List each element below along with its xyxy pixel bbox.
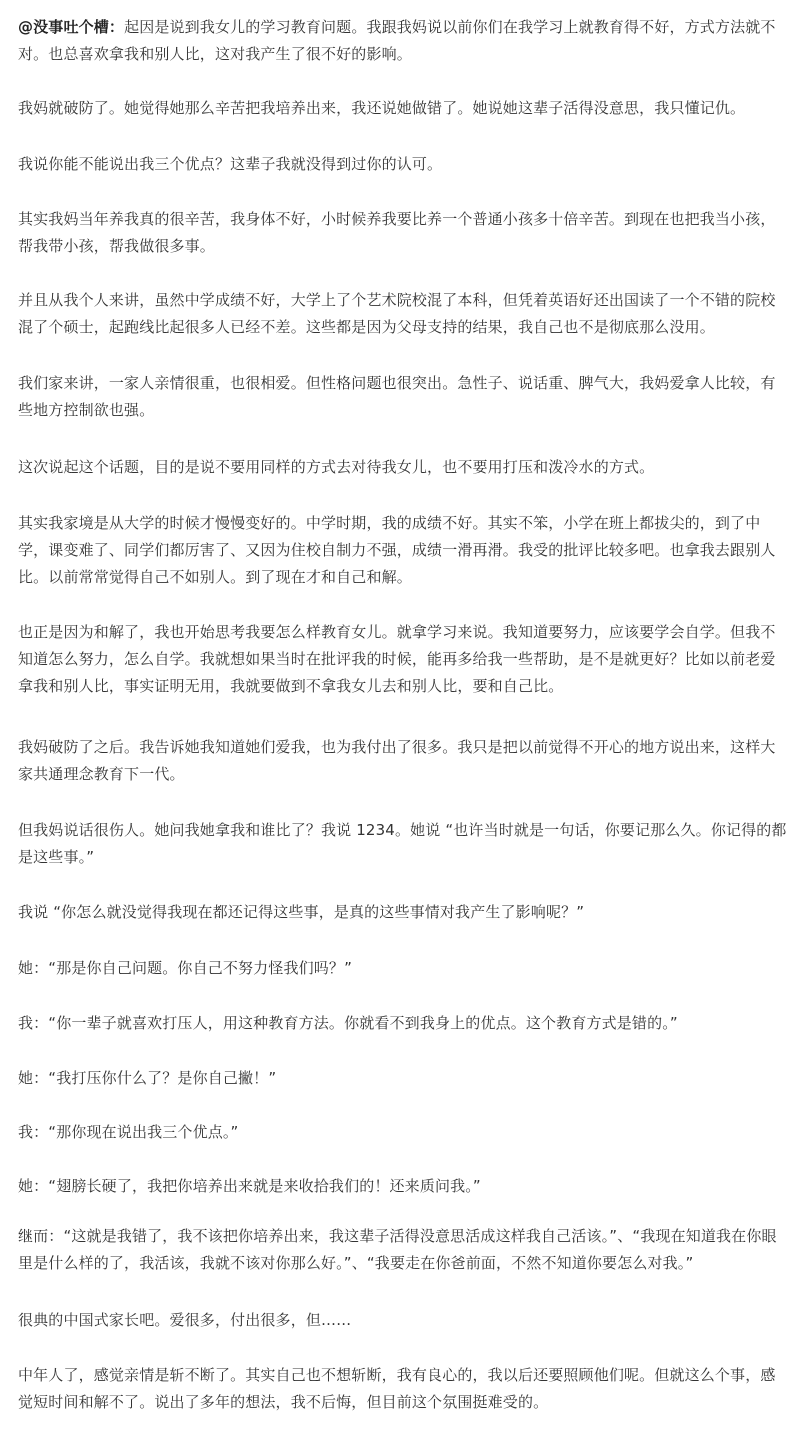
paragraph: 很典的中国式家长吧。爱很多，付出很多，但…… <box>18 1311 352 1329</box>
paragraph: 她：“那是你自己问题。你自己不努力怪我们吗？” <box>18 959 352 977</box>
paragraph: 其实我妈当年养我真的很辛苦，我身体不好，小时候养我要比养一个普通小孩多十倍辛苦。到现在也把我当小孩，帮我带小孩，帮我做很多事。 <box>18 210 776 255</box>
paragraph: 中年人了，感觉亲情是斩不断了。其实自己也不想斩断，我有良心的，我以后还要照顾他们呢。但就这么个事，感觉短时间和解不了。说出了多年的想法，我不后悔，但目前这个氛围挺难受的。 <box>18 1366 776 1411</box>
paragraph: 我们家来讲，一家人亲情很重，也很相爱。但性格问题也很突出。急性子、说话重、脾气大，我妈爱拿人比较，有些地方控制欲也强。 <box>18 374 776 419</box>
paragraph: 她：“我打压你什么了？是你自己撇！” <box>18 1069 277 1087</box>
paragraph: 我妈就破防了。她觉得她那么辛苦把我培养出来，我还说她做错了。她说她这辈子活得没意思，我只懂记仇。 <box>18 99 746 117</box>
paragraph: 其实我家境是从大学的时候才慢慢变好的。中学时期，我的成绩不好。其实不笨，小学在班上都拔尖的，到了中学，课变难了、同学们都厉害了、又因为住校自制力不强，成绩一滑再滑。我受的批评比较多吧。也拿我去跟别人比。以前常常觉得自己不如别人。到了现在才和自己和解。 <box>18 514 776 586</box>
paragraph: 我说你能不能说出我三个优点？这辈子我就没得到过你的认可。 <box>18 155 443 173</box>
paragraph: 并且从我个人来讲，虽然中学成绩不好，大学上了个艺术院校混了本科，但凭着英语好还出国读了一个不错的院校混了个硕士，起跑线比起很多人已经不差。这些都是因为父母支持的结果，我自己也不是彻底那么没用。 <box>18 291 776 336</box>
paragraph: 继而：“这就是我错了，我不该把你培养出来，我这辈子活得没意思活成这样我自己活该。”、“我现在知道我在你眼里是什么样的了，我活该，我就不该对你那么好。”、“我要走在你爸前面，不然不知道你要怎么对我。” <box>18 1227 777 1272</box>
paragraph: 她：“翅膀长硬了，我把你培养出来就是来收拾我们的！还来质问我。” <box>18 1177 481 1195</box>
paragraph: 我说 “你怎么就没觉得我现在都还记得这些事，是真的这些事情对我产生了影响呢？” <box>18 903 585 921</box>
paragraph: 但我妈说话很伤人。她问我她拿我和谁比了？我说 1234。她说 “也许当时就是一句话，你要记那么久。你记得的都是这些事。” <box>18 821 787 866</box>
paragraph: 我妈破防了之后。我告诉她我知道她们爱我，也为我付出了很多。我只是把以前觉得不开心的地方说出来，这样大家共通理念教育下一代。 <box>18 738 776 783</box>
paragraph-text: 起因是说到我女儿的学习教育问题。我跟我妈说以前你们在我学习上就教育得不好，方式方法就不对。也总喜欢拿我和别人比，这对我产生了很不好的影响。 <box>18 18 776 63</box>
paragraph: 这次说起这个话题，目的是说不要用同样的方式去对待我女儿，也不要用打压和泼冷水的方式。 <box>18 458 655 476</box>
paragraph: 我：“那你现在说出我三个优点。” <box>18 1123 239 1141</box>
paragraph: 也正是因为和解了，我也开始思考我要怎么样教育女儿。就拿学习来说。我知道要努力，应该要学会自学。但我不知道怎么努力，怎么自学。我就想如果当时在批评我的时候，能再多给我一些帮助，是不是就更好？比如以前老爱拿我和别人比，事实证明无用，我就要做到不拿我女儿去和别人比，要和自己比。 <box>18 623 776 695</box>
paragraph <box>18 14 790 68</box>
paragraph: 我：“你一辈子就喜欢打压人，用这种教育方法。你就看不到我身上的优点。这个教育方式是错的。” <box>18 1014 678 1032</box>
author-colon: ： <box>108 18 125 36</box>
author-handle[interactable]: @没事吐个槽 <box>18 18 109 36</box>
